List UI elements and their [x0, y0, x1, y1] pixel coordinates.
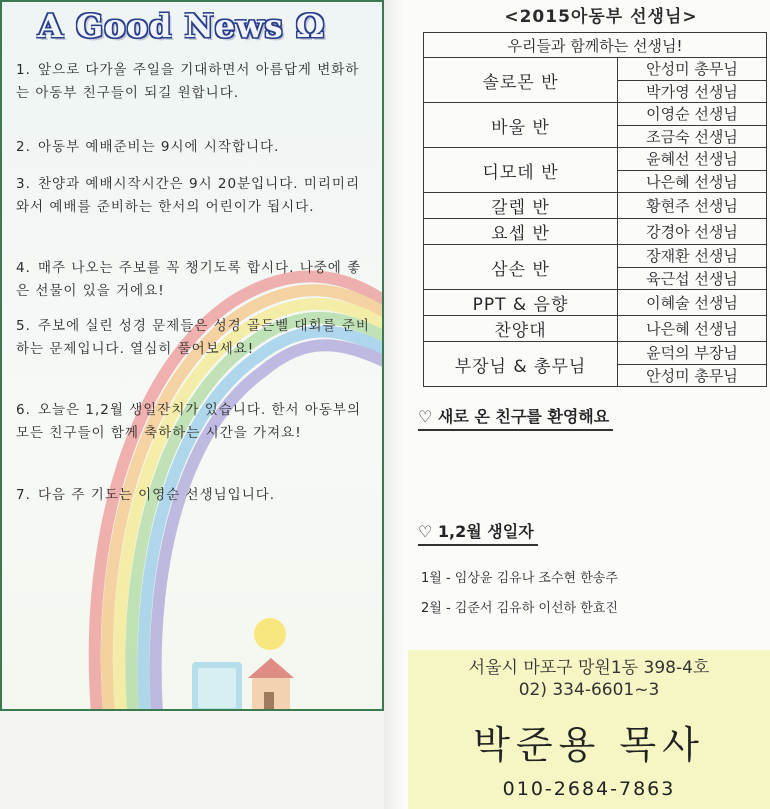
table-row [424, 193, 767, 219]
class-name: 요셉 반 [424, 219, 618, 245]
church-phone: 02) 334-6601~3 [518, 680, 660, 700]
class-name: 바울 반 [424, 103, 618, 148]
news-item: 2. 아동부 예배준비는 9시에 시작합니다. [16, 139, 280, 155]
teacher-name: 안성미 총무님 [618, 364, 767, 387]
teacher-name: 장재환 선생님 [618, 245, 767, 268]
class-name: 갈렙 반 [424, 193, 618, 219]
teacher-table-title: <2015아동부 선생님> [504, 7, 698, 27]
teacher-name: 황현주 선생님 [618, 193, 767, 219]
class-name: 찬양대 [424, 316, 618, 342]
birthday-line: 2월 - 김준서 김유하 이선하 한효진 [421, 601, 618, 616]
welcome-heading: ♡ 새로 온 친구를 환영해요 [418, 404, 613, 431]
news-item: 3. 찬양과 예배시작시간은 9시 20분입니다. 미리미리 와서 예배를 준비하는 한서의 어린이가 됩시다. [16, 176, 361, 215]
table-row [424, 58, 767, 81]
table-row [424, 316, 767, 342]
pastor-mobile: 010-2684-7863 [502, 778, 676, 800]
news-title: A Good News Ω [38, 7, 326, 45]
class-name: 솔로몬 반 [424, 58, 618, 103]
teacher-name: 이영순 선생님 [618, 103, 767, 126]
teacher-name: 나은혜 선생님 [618, 316, 767, 342]
news-list [2, 2, 384, 711]
class-name: 삼손 반 [424, 245, 618, 290]
teacher-name: 윤혜선 선생님 [618, 148, 767, 171]
teacher-table-header: 우리들과 함께하는 선생님! [424, 33, 767, 58]
teacher-name: 안성미 총무님 [618, 58, 767, 81]
news-item: 7. 다음 주 기도는 이영순 선생님입니다. [16, 487, 276, 503]
news-item: 6. 오늘은 1,2월 생일잔치가 있습니다. 한서 아동부의 모든 친구들이 함께 축하하는 시간을 가져요! [16, 402, 361, 441]
news-item: 5. 주보에 실린 성경 문제들은 성경 골든벨 대회를 준비하는 문제입니다. 열심히 풀어보세요! [16, 318, 370, 357]
birthday-heading: ♡ 1,2월 생일자 [418, 519, 538, 546]
news-item: 1. 앞으로 다가올 주일을 기대하면서 아름답게 변화하는 아동부 친구들이 되길 원합니다. [16, 62, 360, 101]
table-row [424, 148, 767, 171]
teacher-name: 육근섭 선생님 [618, 267, 767, 290]
news-panel [0, 0, 384, 711]
teacher-table [423, 32, 767, 387]
teacher-name: 박가영 선생님 [618, 80, 767, 103]
class-name: 부장님 & 총무님 [424, 342, 618, 387]
teacher-name: 강경아 선생님 [618, 219, 767, 245]
news-item: 4. 매주 나오는 주보를 꼭 챙기도록 합시다. 나중에 좋은 선물이 있을 거에요! [16, 260, 362, 299]
teacher-name: 나은혜 선생님 [618, 170, 767, 193]
church-address: 서울시 마포구 망원1동 398-4호 [468, 658, 710, 678]
table-row [424, 342, 767, 365]
page-fold [384, 0, 406, 809]
teacher-name: 윤덕의 부장님 [618, 342, 767, 365]
birthday-line: 1월 - 임상윤 김유나 조수현 한송주 [421, 571, 618, 586]
table-row [424, 103, 767, 126]
teacher-name: 이혜술 선생님 [618, 290, 767, 316]
contact-box [408, 650, 770, 809]
pastor-name: 박준용 목사 [473, 723, 705, 767]
teacher-name: 조금숙 선생님 [618, 125, 767, 148]
page-margin [0, 711, 384, 809]
table-row [424, 245, 767, 268]
table-row [424, 290, 767, 316]
class-name: 디모데 반 [424, 148, 618, 193]
table-row [424, 219, 767, 245]
class-name: PPT & 음향 [424, 290, 618, 316]
